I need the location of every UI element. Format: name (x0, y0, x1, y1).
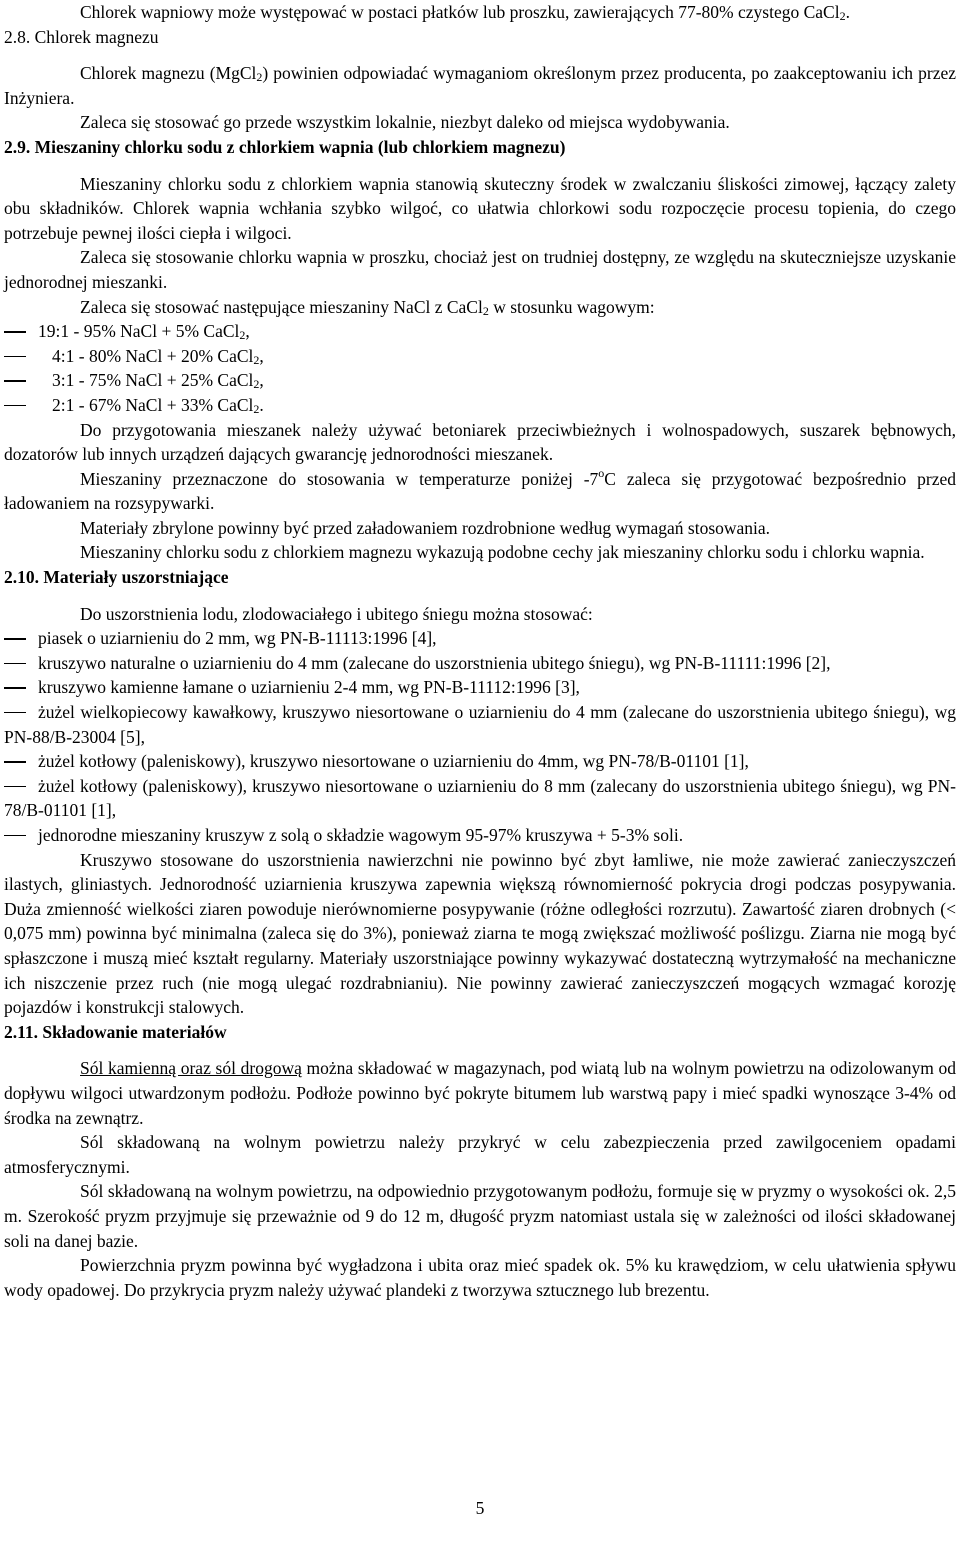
list-item: 4:1 - 80% NaCl + 20% CaCl2, (4, 344, 956, 369)
abrasives-intro: Do uszorstnienia lodu, zlodowaciałego i ubitego śniegu można stosować: (80, 603, 593, 624)
mixtures-paragraph-3: Zaleca się stosować następujące mieszaniny NaCl z CaCl2 w stosunku wagowym: (80, 296, 655, 318)
mixtures-paragraph-4: Do przygotowania mieszanek należy używać betoniarek przeciwbieżnych i wolnospadowych, suszarek bębnowych, dozatorów lub innych urządzeń dających gwarancję jednorodności mieszanek. (4, 419, 956, 465)
abrasives-list (4, 626, 956, 847)
mixtures-paragraph-1: Mieszaniny chlorku sodu z chlorkiem wapnia stanowią skuteczny środek w zwalczaniu śliskości zimowej, łączący zalety obu składników. Chlorek wapnia wchłania szybko wilgoć, co ułatwia chlorkowi sodu rozpoczęcie procesu topienia, do czego potrzebuje pewnej ilości ciepła i wilgoci. (4, 173, 956, 243)
dash-bullet-icon (4, 687, 26, 688)
heading-2-9: 2.9. Mieszaniny chlorku sodu z chlorkiem wapnia (lub chlorkiem magnezu) (4, 136, 566, 157)
heading-2-8: 2.8. Chlorek magnezu (4, 26, 159, 47)
dash-bullet-icon (4, 786, 26, 787)
mixture-ratio-list (4, 319, 956, 417)
dash-bullet-icon (4, 638, 26, 639)
list-item: piasek o uziarnieniu do 2 mm, wg PN-B-11113:1996 [4], (4, 626, 956, 651)
storage-paragraph-3: Sól składowaną na wolnym powietrzu, na odpowiednio przygotowanym podłożu, formuje się w pryzmy o wysokości ok. 2,5 m. Szerokość pryzm przyjmuje się przeważnie od 9 do 12 m, długość pryzm natomiast ustala się w zależności od ilości składowanej soli na danej bazie. (4, 1181, 956, 1251)
magnesium-recommendation: Zaleca się stosować go przede wszystkim lokalnie, niezbyt daleko od miejsca wydobywania. (80, 112, 730, 133)
intro-paragraph (4, 0, 956, 25)
dash-bullet-icon (4, 712, 26, 713)
heading-2-10: 2.10. Materiały uszorstniające (4, 567, 229, 588)
heading-2-11: 2.11. Składowanie materiałów (4, 1021, 227, 1042)
dash-bullet-icon (4, 835, 26, 836)
list-item: jednorodne mieszaniny kruszyw z solą o składzie wagowym 95-97% kruszywa + 5-3% soli. (4, 823, 956, 848)
storage-paragraph-4: Powierzchnia pryzm powinna być wygładzona i ubita oraz mieć spadek ok. 5% ku krawędziom, w celu ułatwienia spływu wody opadowej. Do przykrycia pryzm należy używać plandeki z tworzywa sztucznego lub brezentu. (4, 1255, 956, 1300)
dash-bullet-icon (4, 331, 26, 332)
dash-bullet-icon (4, 663, 26, 664)
list-item: 2:1 - 67% NaCl + 33% CaCl2. (4, 393, 956, 418)
list-item: żużel kotłowy (paleniskowy), kruszywo niesortowane o uziarnieniu do 8 mm (zalecany do uszorstnienia ubitego śniegu), wg PN-78/B-01101 [1], (4, 775, 956, 821)
storage-paragraph-1: Sól kamienną oraz sól drogową można składować w magazynach, pod wiatą lub na wolnym powietrzu na odizolowanym od dopływu wilgoci utwardzonym podłożu. Podłoże powinno być pokryte bitumem lub warstwą papy i mieć spadki wynoszące 3-4% od środka na zewnątrz. (4, 1058, 957, 1128)
page-number: 5 (475, 1498, 485, 1518)
mixtures-paragraph-7: Mieszaniny chlorku sodu z chlorkiem magnezu wykazują podobne cechy jak mieszaniny chlorku sodu i chlorku wapnia. (80, 542, 925, 563)
intro-line: Chlorek wapniowy może występować w postaci płatków lub proszku, zawierających 77-80% czystego (80, 2, 800, 22)
abrasives-paragraph: Kruszywo stosowane do uszorstnienia nawierzchni nie powinno być zbyt łamliwe, nie może zawierać zanieczyszczeń ilastych, gliniastych. Jednorodność uziarnienia kruszywa zapewnia większą równomierność pokrycia drogi podczas posypywania. Duża zmienność wielkości ziaren powoduje nierównomierne posypywanie (różne odległości rozrzutu). Zawartość ziaren drobnych (< 0,075 mm) powinna być minimalna (zaleca się do 3%), ponieważ ziarna te mogą zwiększać możliwość poślizgu. Ziarna nie mogą być spłaszczone i muszą mieć kształt regularny. Materiały uszorstniające powinny wykazywać dostateczną wytrzymałość na mechaniczne ich niszczenie przez ruch (nie mogą ulegać rozdrabnianiu). Nie powinny zawierać zanieczyszczeń mogących wzmagać korozję pojazdów i konstrukcji stalowych. (4, 849, 956, 1018)
storage-paragraph-2: Sól składowaną na wolnym powietrzu należy przykryć w celu zabezpieczenia przed zawilgoceniem opadami atmosferycznymi. (4, 1132, 956, 1177)
mixtures-paragraph-2: Zaleca się stosowanie chlorku wapnia w proszku, chociaż jest on trudniej dostępny, ze względu na skuteczniejsze uzyskanie jednorodnej mieszanki. (4, 247, 956, 292)
list-item: 3:1 - 75% NaCl + 25% CaCl2, (4, 368, 956, 393)
dash-bullet-icon (4, 761, 26, 762)
mixtures-paragraph-6: Materiały zbrylone powinny być przed załadowaniem rozdrobnione według wymagań stosowania. (80, 517, 771, 538)
dash-bullet-icon (4, 356, 26, 357)
dash-bullet-icon (4, 380, 26, 381)
list-item: kruszywo kamienne łamane o uziarnieniu 2-4 mm, wg PN-B-11112:1996 [3], (4, 675, 956, 700)
document-page (4, 0, 956, 1302)
magnesium-paragraph: Chlorek magnezu (MgCl2) powinien odpowiadać wymaganiom określonym przez producenta, po zaakceptowaniu ich przez Inżyniera. (4, 63, 956, 108)
dash-bullet-icon (4, 405, 26, 406)
list-item: kruszywo naturalne o uziarnieniu do 4 mm (zalecane do uszorstnienia ubitego śniegu), wg PN-B-11111:1996 [2], (4, 651, 956, 676)
list-item: żużel wielkopiecowy kawałkowy, kruszywo niesortowane o uziarnieniu do 4 mm (zalecane do uszorstnienia ubitego śniegu), wg PN-88/B-23004 [5], (4, 702, 956, 747)
underlined-phrase: Sól kamienną oraz sól drogową (80, 1058, 302, 1079)
mixtures-paragraph-5: Mieszaniny przeznaczone do stosowania w temperaturze poniżej -7$^o$C zaleca się przygotować bezpośrednio przed ładowaniem na rozsypywarki. (4, 465, 956, 514)
cacl-formula: CaCl2. (803, 2, 850, 23)
list-item: 19:1 - 95% NaCl + 5% CaCl2, (4, 319, 956, 344)
list-item: żużel kotłowy (paleniskowy), kruszywo niesortowane o uziarnieniu do 4mm, wg PN-78/B-01101 [1], (4, 749, 956, 774)
